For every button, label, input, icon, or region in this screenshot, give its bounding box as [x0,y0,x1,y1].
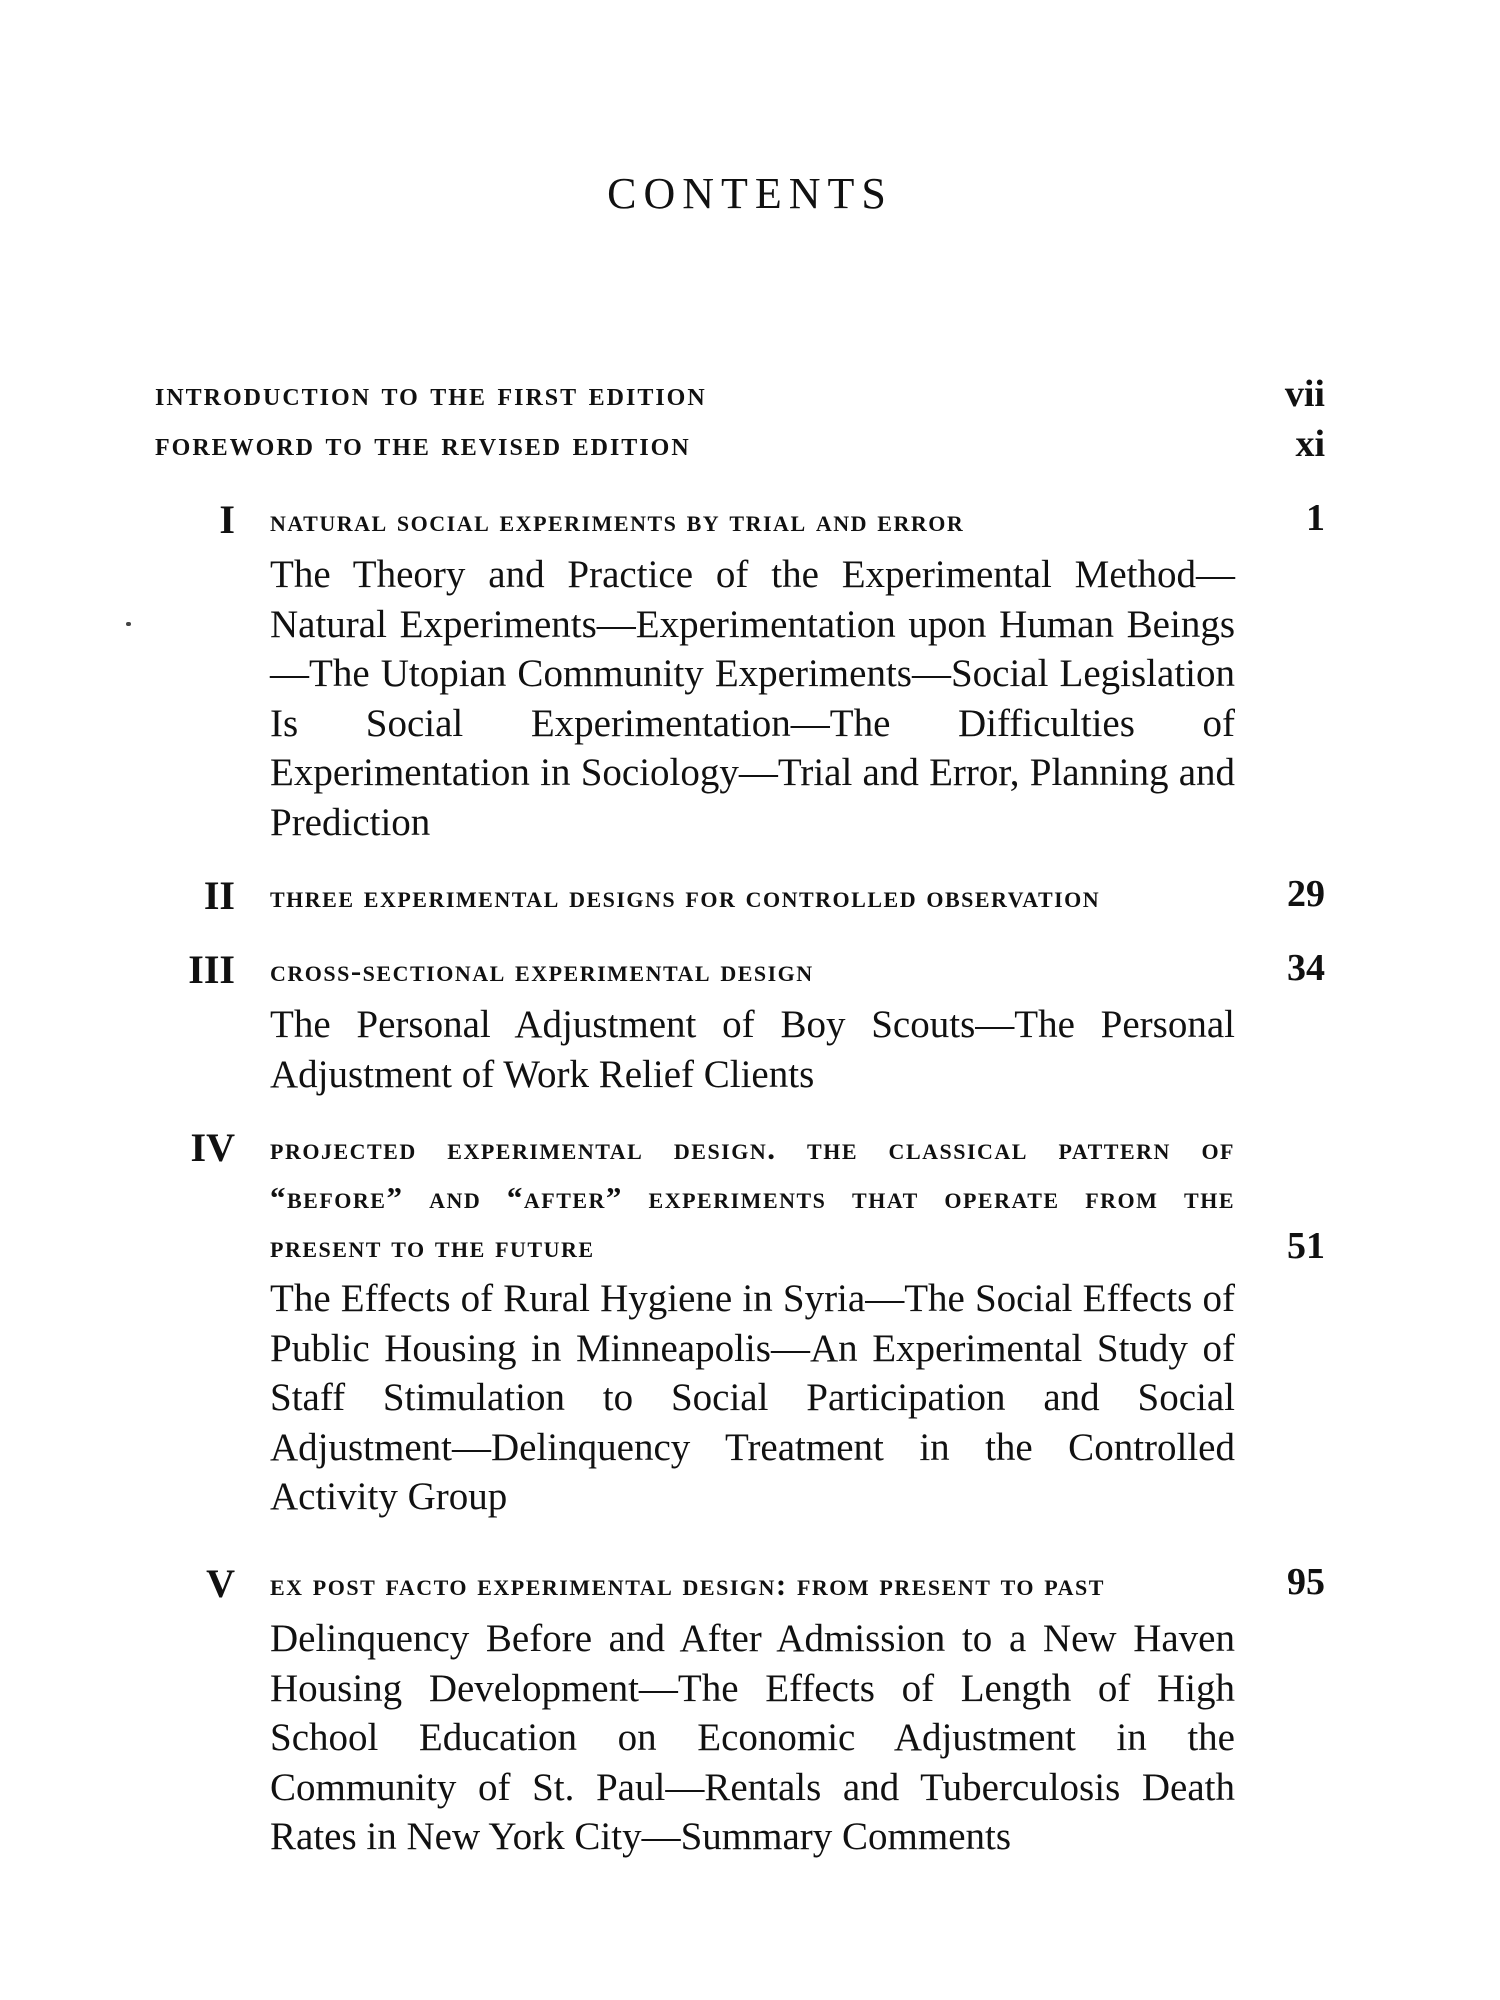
front-matter-label: foreword to the revised edition [155,426,691,463]
front-matter-label: introduction to the first edition [155,376,707,413]
chapter-description: Delinquency Before and After Admission to a New Haven Housing Development—The Effects of Length of High School Education on Economic Adjustment in the Community of St. Paul—Rentals and Tuberculosis Death Rates in New York City—Summary Comments [270,1617,1235,1858]
chapter-page: 34 [1287,947,1325,989]
front-matter-entry-introduction [155,372,1325,420]
chapter-heading: projected experimental design. the classical pattern of “before” and “after” experiments that operate from the present to the future [270,1131,1235,1264]
front-matter-page: vii [1284,373,1325,415]
chapter-description: The Effects of Rural Hygiene in Syria—The Social Effects of Public Housing in Minneapolis—An Experimental Study of Staff Stimulation to Social Participation and Social Adjustment—Delinquency Treatment in the Controlled Activity Group [270,1277,1235,1518]
front-matter-page: xi [1295,423,1325,465]
chapter-page: 51 [1287,1225,1325,1267]
chapter-heading: natural social experiments by trial and error [270,503,965,538]
speck-mark [126,622,131,626]
chapter-heading: three experimental designs for controlled observation [270,879,1101,914]
chapter-page: 1 [1306,497,1325,539]
chapter-heading: cross-sectional experimental design [270,953,814,988]
front-matter-entry-foreword [155,422,1325,470]
page-title: CONTENTS [607,169,893,218]
chapter-description: The Personal Adjustment of Boy Scouts—The Personal Adjustment of Work Relief Clients [270,1003,1235,1096]
chapter-numeral: III [188,947,235,992]
chapter-description: The Theory and Practice of the Experimental Method—Natural Experiments—Experimentation upon Human Beings—The Utopian Community Experiments—Social Legislation Is Social Experimentation—The Difficulties of Experimentation in Sociology—Trial and Error, Planning and Prediction [270,553,1235,844]
chapter-numeral: II [203,873,235,918]
chapter-page: 95 [1287,1561,1325,1603]
chapter-heading: ex post facto experimental design: from present to past [270,1567,1105,1602]
chapter-page: 29 [1287,873,1325,915]
chapter-numeral: V [206,1561,235,1606]
chapter-numeral: I [219,497,235,542]
chapter-numeral: IV [190,1125,235,1170]
